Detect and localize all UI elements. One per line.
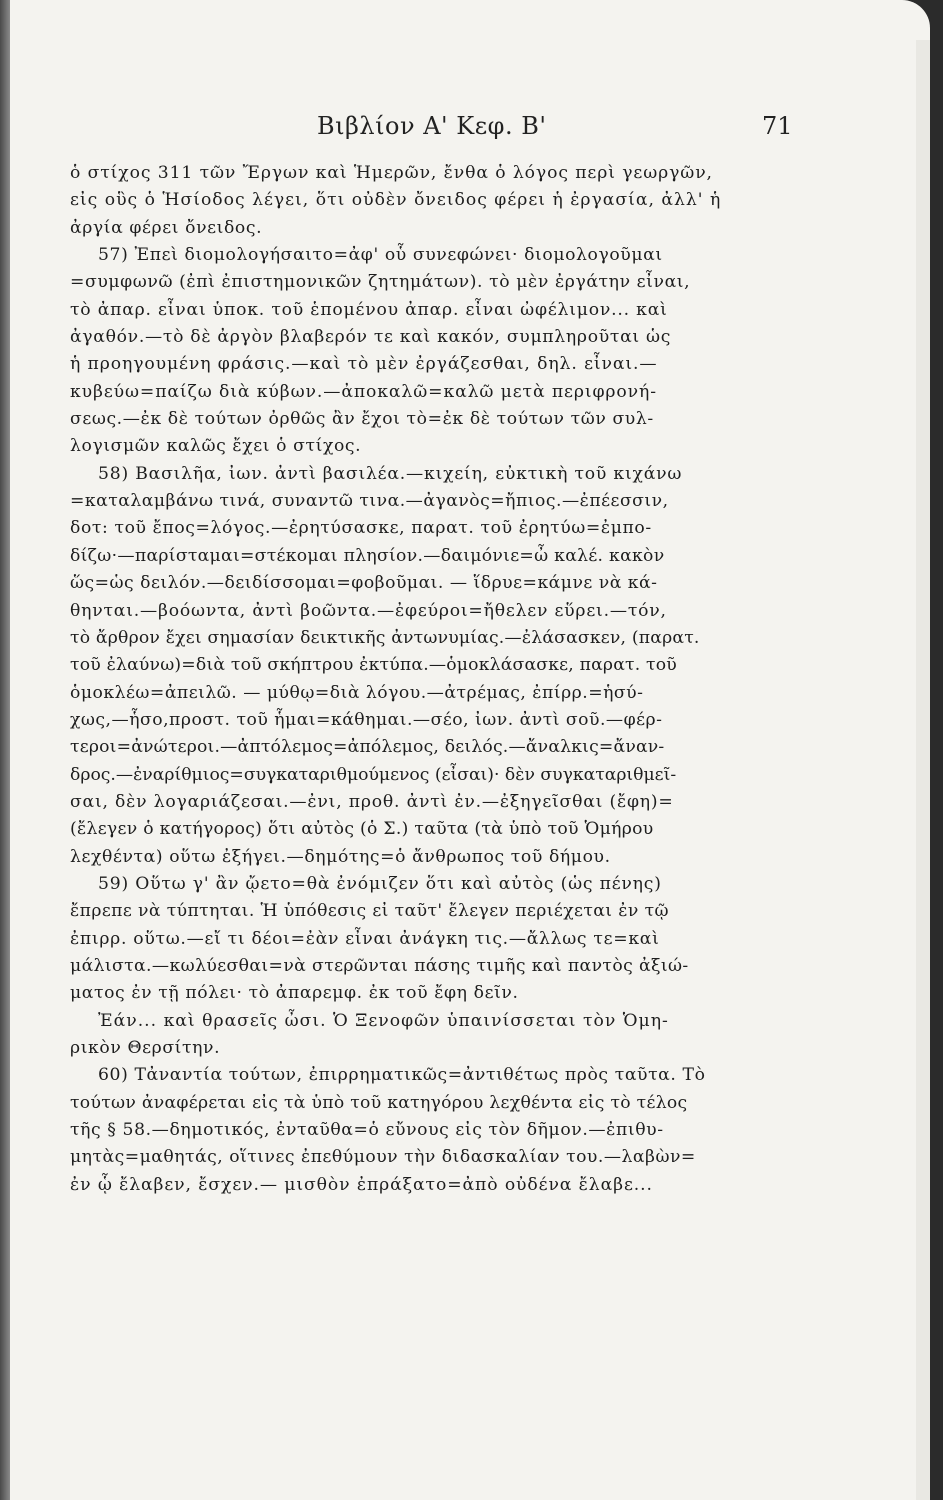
- text-line: λογισμῶν καλῶς ἔχει ὁ στίχος.: [70, 436, 362, 457]
- text-line: 59) Οὕτω γ' ἂν ᾤετο=θὰ ἐνόμιζεν ὅτι καὶ αὐτὸς (ὡς πένης): [98, 873, 662, 894]
- text-line: σεως.—ἐκ δὲ τούτων ὀρθῶς ἂν ἔχοι τὸ=ἐκ δὲ τούτων τῶν συλ-: [70, 409, 654, 430]
- text-line: Ἐάν... καὶ θρασεῖς ὦσι. Ὁ Ξενοφῶν ὑπαινίσσεται τὸν Ὁμη-: [98, 1010, 669, 1031]
- text-line: μητὰς=μαθητάς, οἵτινες ἐπεθύμουν τὴν διδασκαλίαν του.—λαβὼν=: [70, 1147, 696, 1168]
- book-page: [10, 0, 930, 1500]
- page-header: [10, 112, 930, 148]
- text-line: ρικὸν Θερσίτην.: [70, 1038, 221, 1058]
- text-line: ἀργία φέρει ὄνειδος.: [70, 217, 263, 238]
- text-line: 57) Ἐπεὶ διομολογήσαιτο=ἀφ' οὗ συνεφώνει· διομολογοῦμαι: [98, 245, 663, 266]
- text-line: θηνται.—βοόωντα, ἀντὶ βοῶντα.—ἐφεύροι=ἤθελεν εὕρει.—τόν,: [70, 600, 667, 621]
- text-line: σαι, δὲν λογαριάζεσαι.—ἐνι, προθ. ἀντὶ ἐν.—ἐξηγεῖσθαι (ἔφη)=: [70, 791, 674, 812]
- text-line: λεχθέντα) οὕτω ἐξήγει.—δημότης=ὁ ἄνθρωπος τοῦ δήμου.: [70, 846, 611, 867]
- text-line: ἀγαθόν.—τὸ δὲ ἀργὸν βλαβερόν τε καὶ κακόν, συμπληροῦται ὡς: [70, 327, 672, 348]
- text-line: τούτων ἀναφέρεται εἰς τὰ ὑπὸ τοῦ κατηγόρου λεχθέντα εἰς τὸ τέλος: [70, 1092, 688, 1113]
- page-number: 71: [762, 112, 793, 140]
- text-line: =συμφωνῶ (ἐπὶ ἐπιστημονικῶν ζητημάτων). τὸ μὲν ἐργάτην εἶναι,: [70, 272, 691, 293]
- text-line: μάλιστα.—κωλύεσθαι=νὰ στερῶνται πάσης τιμῆς καὶ παντὸς ἀξιώ-: [70, 955, 689, 976]
- page-right-edge: [916, 40, 930, 1500]
- text-line: τὸ ἄρθρον ἔχει σημασίαν δεικτικῆς ἀντωνυμίας.—ἐλάσασκεν, (παρατ.: [70, 627, 700, 648]
- text-line: ἐπιρρ. οὕτω.—εἴ τι δέοι=ἐὰν εἶναι ἀνάγκη τις.—ἄλλως τε=καὶ: [70, 928, 660, 949]
- text-line: εἰς οὓς ὁ Ἡσίοδος λέγει, ὅτι οὐδὲν ὄνειδος φέρει ἡ ἐργασία, ἀλλ' ἡ: [70, 190, 722, 211]
- text-line: τὸ ἀπαρ. εἶναι ὑποκ. τοῦ ἑπομένου ἀπαρ. εἶναι ὠφέλιμον... καὶ: [70, 299, 668, 320]
- text-line: ματος ἐν τῇ πόλει· τὸ ἀπαρεμφ. ἐκ τοῦ ἔφη δεῖν.: [70, 983, 519, 1004]
- text-line: (ἔλεγεν ὁ κατήγορος) ὅτι αὐτὸς (ὁ Σ.) ταῦτα (τὰ ὑπὸ τοῦ Ὁμήρου: [70, 819, 654, 840]
- text-line: κυβεύω=παίζω διὰ κύβων.—ἀποκαλῶ=καλῶ μετὰ περιφρονή-: [70, 381, 657, 402]
- text-line: =καταλαμβάνω τινά, συναντῶ τινα.—ἀγανὸς=ἤπιος.—ἐπέεσσιν,: [70, 491, 669, 512]
- commentary-text: [70, 160, 810, 1199]
- text-line: τῆς § 58.—δημοτικός, ἐνταῦθα=ὁ εὔνους εἰς τὸν δῆμον.—ἐπιθυ-: [70, 1120, 664, 1141]
- text-line: δοτ: τοῦ ἔπος=λόγος.—ἐρητύσασκε, παρατ. τοῦ ἐρητύω=ἐμπο-: [70, 518, 652, 539]
- text-line: τοῦ ἐλαύνω)=διὰ τοῦ σκήπτρου ἐκτύπα.—ὁμοκλάσασκε, παρατ. τοῦ: [70, 655, 677, 676]
- text-line: ἔπρεπε νὰ τύπτηται. Ἡ ὑπόθεσις εἰ ταῦτ' ἔλεγεν περιέχεται ἐν τῷ: [70, 901, 669, 922]
- text-line: 60) Τἀναντία τούτων, ἐπιρρηματικῶς=ἀντιθέτως πρὸς ταῦτα. Τὸ: [98, 1065, 706, 1086]
- text-line: ὁ στίχος 311 τῶν Ἔργων καὶ Ἡμερῶν, ἔνθα ὁ λόγος περὶ γεωργῶν,: [70, 163, 713, 183]
- text-line: 58) Βασιλῆα, ἰων. ἀντὶ βασιλέα.—κιχείη, εὐκτικὴ τοῦ κιχάνω: [98, 463, 683, 484]
- text-line: χως,—ἧσο,προστ. τοῦ ἧμαι=κάθημαι.—σέο, ἰων. ἀντὶ σοῦ.—φέρ-: [70, 709, 663, 730]
- text-line: τεροι=ἀνώτεροι.—ἀπτόλεμος=ἀπόλεμος, δειλός.—ἄναλκις=ἄναν-: [70, 737, 665, 758]
- text-line: δρος.—ἐναρίθμιος=συγκαταριθμούμενος (εἶσαι)· δὲν συγκαταριθμεῖ-: [70, 764, 677, 785]
- text-line: ἡ προηγουμένη φράσις.—καὶ τὸ μὲν ἐργάζεσθαι, δηλ. εἶναι.—: [70, 354, 658, 375]
- text-line: ἐν ᾧ ἔλαβεν, ἔσχεν.— μισθὸν ἐπράξατο=ἀπὸ οὐδένα ἔλαβε...: [70, 1174, 653, 1195]
- text-line: δίζω·—παρίσταμαι=στέκομαι πλησίον.—δαιμόνιε=ὦ καλέ. κακὸν: [70, 545, 665, 566]
- text-line: ὁμοκλέω=ἀπειλῶ. — μύθῳ=διὰ λόγου.—ἀτρέμας, ἐπίρρ.=ἡσύ-: [70, 682, 644, 703]
- running-head: Βιβλίον Α' Κεφ. Β': [317, 112, 547, 140]
- text-line: ὥς=ὡς δειλόν.—δειδίσσομαι=φοβοῦμαι. — ἵδρυε=κάμνε νὰ κά-: [70, 573, 658, 594]
- page-edge-shadow: [0, 0, 10, 1500]
